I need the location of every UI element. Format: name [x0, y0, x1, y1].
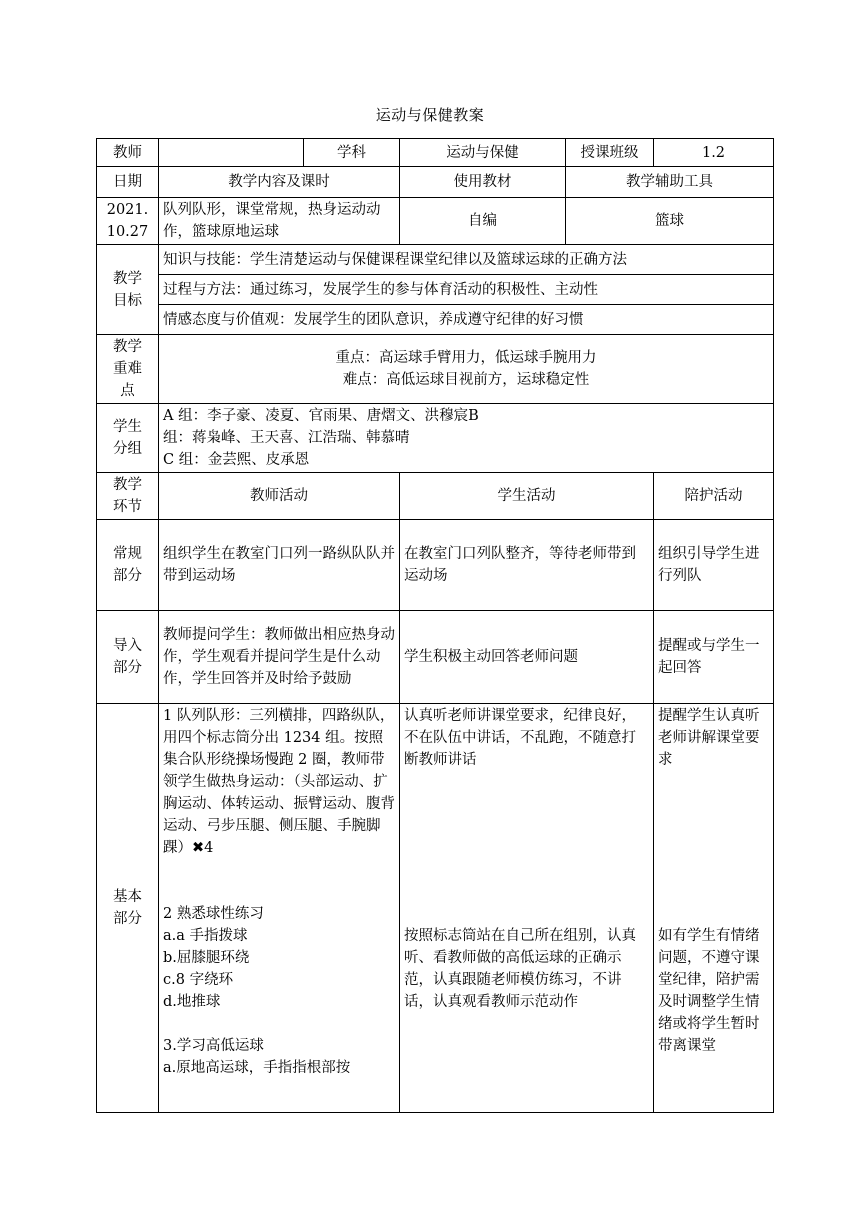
objective-attitude: 情感态度与价值观：发展学生的团队意识，养成遵守纪律的好习惯 — [159, 305, 774, 335]
basic-label: 基本 部分 — [97, 704, 159, 1113]
routine-escort: 组织引导学生进行列队 — [654, 520, 774, 611]
textbook-label: 使用教材 — [400, 167, 566, 198]
basic-escort-remind: 提醒学生认真听老师讲解课堂要求 — [658, 708, 760, 768]
tools-value: 篮球 — [566, 198, 774, 245]
textbook-value: 自编 — [400, 198, 566, 245]
teacher-activity-header: 教师活动 — [159, 473, 400, 520]
keypoints-content — [159, 335, 774, 404]
date-value: 2021. 10.27 — [97, 198, 159, 245]
difficult-point: 难点：高低运球目视前方，运球稳定性 — [342, 372, 590, 388]
student-activity-header: 学生活动 — [400, 473, 654, 520]
basic-row — [97, 704, 774, 1113]
basic-student — [400, 704, 654, 1113]
phase-label: 教学 环节 — [97, 473, 159, 520]
content-value: 队列队形，课堂常规，热身运动动作，篮球原地运球 — [159, 198, 400, 245]
basic-escort — [654, 704, 774, 1113]
class-label: 授课班级 — [566, 139, 654, 167]
document-title: 运动与保健教案 — [375, 106, 485, 124]
intro-row — [97, 611, 774, 704]
groups-list: A 组：李子豪、凌夏、官雨果、唐熠文、洪穆宸B 组：蒋枭峰、王天喜、江浩瑞、韩慕晴 C 组：金芸熙、皮承恩 — [159, 404, 774, 473]
objectives-label: 教学 目标 — [97, 245, 159, 335]
intro-label: 导入 部分 — [97, 611, 159, 704]
objective-process: 过程与方法：通过练习，发展学生的参与体育活动的积极性、主动性 — [159, 275, 774, 305]
basic-escort-emotion: 如有学生有情绪问题，不遵守课堂纪律，陪护需及时调整学生情绪或将学生暂时带离课堂 — [658, 928, 760, 1054]
key-point: 重点：高运球手臂用力，低运球手腕用力 — [335, 350, 597, 366]
routine-teacher: 组织学生在教室门口列一路纵队队并带到运动场 — [159, 520, 400, 611]
escort-activity-header: 陪护活动 — [654, 473, 774, 520]
basic-teacher — [159, 704, 400, 1113]
keypoints-label: 教学 重难 点 — [97, 335, 159, 404]
teacher-value — [159, 139, 304, 167]
info-label-row — [97, 167, 774, 198]
groups-row — [97, 404, 774, 473]
basic-teacher-ball-drills: 2 熟悉球性练习 a.a 手指拨球 b.屈膝腿环绕 c.8 字绕环 d.地推球 — [163, 906, 264, 1010]
objective-row-2 — [97, 275, 774, 305]
header-row — [97, 139, 774, 167]
intro-teacher: 教师提问学生：教师做出相应热身动作，学生观看并提问学生是什么动作，学生回答并及时给予鼓励 — [159, 611, 400, 704]
basic-student-practice: 按照标志筒站在自己所在组别，认真听、看教师做的高低运球的正确示范，认真跟随老师模仿练习，不讲话，认真观看教师示范动作 — [404, 928, 636, 1010]
basic-student-rules: 认真听老师讲课堂要求，纪律良好，不在队伍中讲话，不乱跑，不随意打断教师讲话 — [404, 708, 636, 768]
objective-row-3 — [97, 305, 774, 335]
basic-teacher-dribbling: 3.学习高低运球 a.原地高运球，手指指根部按 — [163, 1038, 351, 1076]
intro-student: 学生积极主动回答老师问题 — [400, 611, 654, 704]
teacher-label: 教师 — [97, 139, 159, 167]
phase-header-row — [97, 473, 774, 520]
groups-label: 学生 分组 — [97, 404, 159, 473]
class-value: 1.2 — [654, 139, 774, 167]
routine-row — [97, 520, 774, 611]
objective-knowledge: 知识与技能：学生清楚运动与保健课程课堂纪律以及篮球运球的正确方法 — [159, 245, 774, 275]
info-value-row — [97, 198, 774, 245]
subject-label: 学科 — [304, 139, 400, 167]
subject-value: 运动与保健 — [400, 139, 566, 167]
objective-row-1 — [97, 245, 774, 275]
lesson-plan-table — [96, 138, 774, 1113]
content-label: 教学内容及课时 — [159, 167, 400, 198]
tools-label: 教学辅助工具 — [566, 167, 774, 198]
date-label: 日期 — [97, 167, 159, 198]
basic-teacher-warmup: 1 队列队形：三列横排，四路纵队，用四个标志筒分出 1234 组。按照集合队形绕操场慢跑 2 圈，教师带领学生做热身运动：（头部运动、扩胸运动、体转运动、振臂运动、腹背运动、弓步压腿、侧压腿、手腕脚踝）✖4 — [163, 708, 395, 856]
routine-label: 常规 部分 — [97, 520, 159, 611]
intro-escort: 提醒或与学生一起回答 — [654, 611, 774, 704]
routine-student: 在教室门口列队整齐，等待老师带到运动场 — [400, 520, 654, 611]
keypoints-row — [97, 335, 774, 404]
